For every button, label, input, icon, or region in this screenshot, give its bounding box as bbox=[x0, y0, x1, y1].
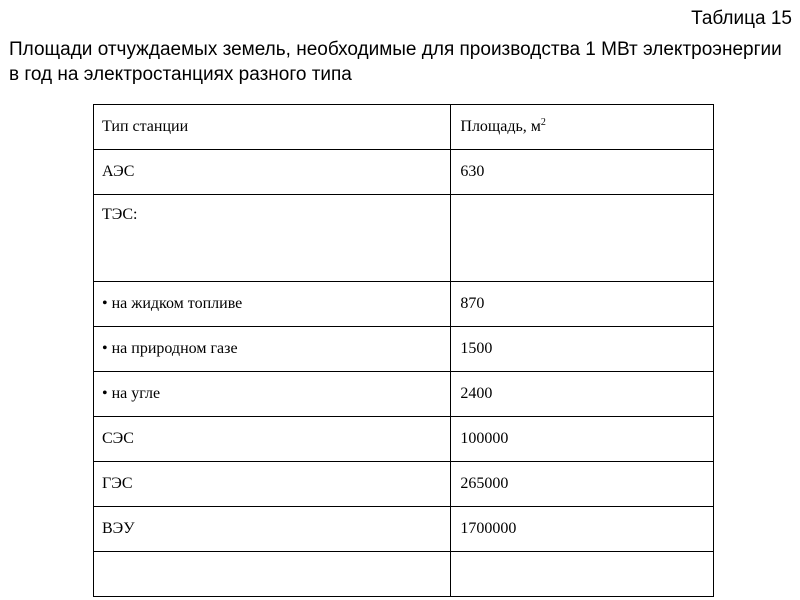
station-type-cell: ВЭУ bbox=[94, 507, 451, 552]
header-area-label: Площадь, м bbox=[460, 118, 541, 135]
station-type-cell bbox=[94, 552, 451, 597]
table-row bbox=[94, 552, 714, 597]
area-cell: 265000 bbox=[451, 462, 714, 507]
table-row bbox=[94, 372, 714, 417]
table-row bbox=[94, 417, 714, 462]
header-area bbox=[451, 105, 714, 150]
table-row bbox=[94, 507, 714, 552]
station-type-cell: ГЭС bbox=[94, 462, 451, 507]
area-cell: 1700000 bbox=[451, 507, 714, 552]
station-type-cell: • на природном газе bbox=[94, 327, 451, 372]
area-cell: 2400 bbox=[451, 372, 714, 417]
area-cell: 870 bbox=[451, 282, 714, 327]
area-cell bbox=[451, 195, 714, 282]
station-type-cell: СЭС bbox=[94, 417, 451, 462]
header-station-type bbox=[94, 105, 451, 150]
station-type-cell: • на жидком топливе bbox=[94, 282, 451, 327]
table-number: Таблица 15 bbox=[691, 8, 792, 29]
area-cell: 100000 bbox=[451, 417, 714, 462]
table-row bbox=[94, 327, 714, 372]
header-area-unit-superscript: 2 bbox=[540, 117, 546, 128]
table-caption: Площади отчуждаемых земель, необходимые для производства 1 МВт электроэнергии в год на электростанциях разного типа bbox=[9, 39, 782, 85]
table-row bbox=[94, 150, 714, 195]
station-type-cell: АЭС bbox=[94, 150, 451, 195]
table-row bbox=[94, 282, 714, 327]
land-area-table bbox=[93, 104, 714, 597]
area-cell bbox=[451, 552, 714, 597]
station-type-cell: • на угле bbox=[94, 372, 451, 417]
table-header-row bbox=[94, 105, 714, 150]
header-station-type-label: Тип станции bbox=[102, 118, 189, 135]
station-type-cell: ТЭС: bbox=[94, 195, 451, 282]
table-row bbox=[94, 462, 714, 507]
area-cell: 630 bbox=[451, 150, 714, 195]
area-cell: 1500 bbox=[451, 327, 714, 372]
table-row bbox=[94, 195, 714, 282]
